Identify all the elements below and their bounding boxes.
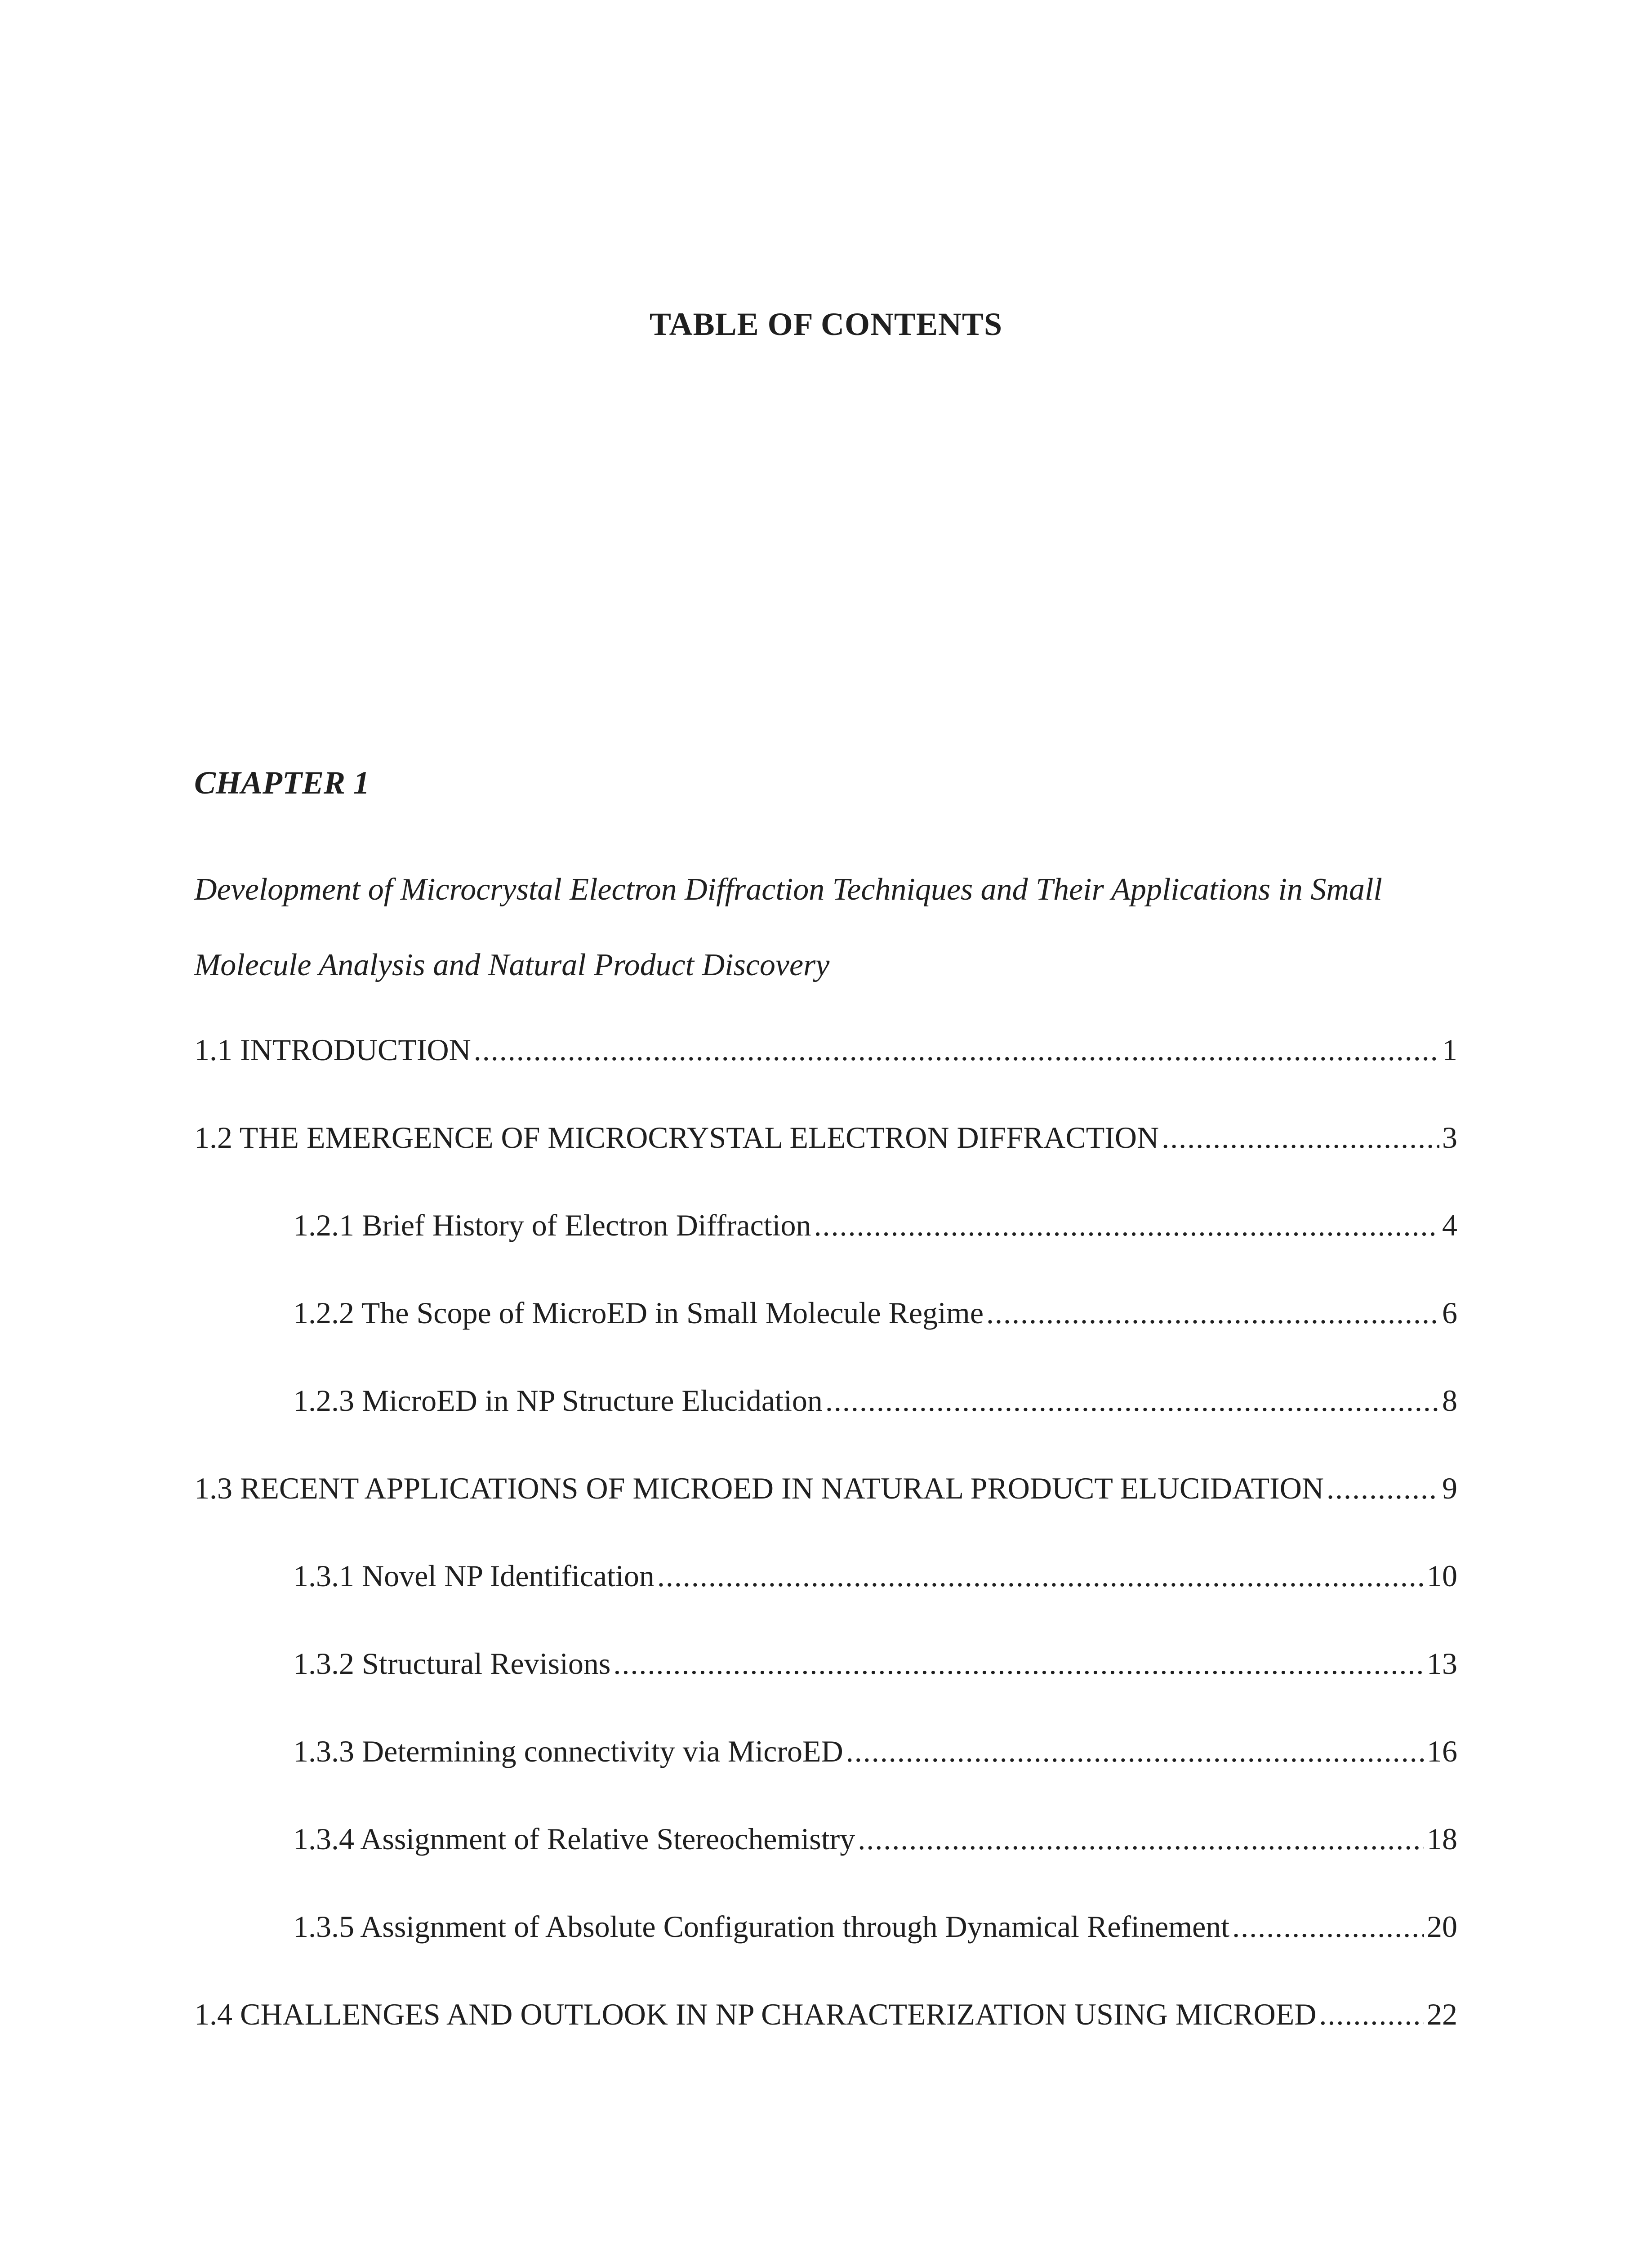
toc-entry-1-3-1[interactable] (293, 1556, 1457, 1596)
toc-page-number: 22 (1427, 1997, 1457, 2031)
toc-page-number: 4 (1442, 1208, 1457, 1242)
dot-leader (858, 1819, 1424, 1859)
toc-page-number: 13 (1427, 1646, 1457, 1681)
toc-entry-1-3[interactable] (194, 1468, 1457, 1508)
dot-leader (1319, 1994, 1424, 2034)
toc-entry-1-4[interactable] (194, 1994, 1457, 2034)
toc-entry-text: 1.2.1 Brief History of Electron Diffraction (293, 1208, 811, 1242)
toc-entry-1-3-2[interactable] (293, 1643, 1457, 1684)
dot-leader (846, 1731, 1424, 1771)
toc-entry-text: 1.3.3 Determining connectivity via MicroED (293, 1734, 843, 1768)
dot-leader (613, 1643, 1424, 1684)
toc-entry-text: 1.2 THE EMERGENCE OF MICROCRYSTAL ELECTRON DIFFRACTION (194, 1120, 1159, 1155)
toc-entry-text: 1.2.2 The Scope of MicroED in Small Molecule Regime (293, 1296, 984, 1330)
toc-entry-1-1[interactable] (194, 1030, 1457, 1070)
dot-leader (1327, 1468, 1439, 1508)
toc-page-number: 8 (1442, 1383, 1457, 1418)
toc-entry-text: 1.3 RECENT APPLICATIONS OF MICROED IN NATURAL PRODUCT ELUCIDATION (194, 1471, 1324, 1505)
toc-entry-text: 1.3.4 Assignment of Relative Stereochemistry (293, 1822, 855, 1856)
toc-page-number: 1 (1442, 1033, 1457, 1067)
dot-leader (1162, 1117, 1439, 1158)
toc-entry-text: 1.2.3 MicroED in NP Structure Elucidation (293, 1383, 823, 1418)
dot-leader (986, 1293, 1439, 1333)
toc-entry-text: 1.4 CHALLENGES AND OUTLOOK IN NP CHARACTERIZATION USING MICROED (194, 1997, 1317, 2031)
toc-entry-1-2-1[interactable] (293, 1205, 1457, 1245)
toc-entry-text: 1.1 INTRODUCTION (194, 1033, 471, 1067)
chapter-subtitle-line: Molecule Analysis and Natural Product Discovery (194, 948, 830, 982)
toc-page-number: 16 (1427, 1734, 1457, 1768)
page-title: TABLE OF CONTENTS (649, 306, 1003, 342)
toc-page-number: 9 (1442, 1471, 1457, 1505)
toc-entry-text: 1.3.1 Novel NP Identification (293, 1559, 655, 1593)
toc-entry-text: 1.3.2 Structural Revisions (293, 1646, 611, 1681)
chapter-subtitle (194, 852, 1453, 1003)
dot-leader (825, 1380, 1439, 1421)
toc-entry-1-3-3[interactable] (293, 1731, 1457, 1771)
dot-leader (474, 1030, 1439, 1070)
toc-page-number: 3 (1442, 1120, 1457, 1155)
toc-page-number: 6 (1442, 1296, 1457, 1330)
toc-page-number: 18 (1427, 1822, 1457, 1856)
toc-entry-1-2[interactable] (194, 1117, 1457, 1158)
toc-entry-1-2-3[interactable] (293, 1380, 1457, 1421)
dot-leader (1232, 1906, 1424, 1947)
toc-page-number: 20 (1427, 1909, 1457, 1944)
toc-entry-1-3-5[interactable] (293, 1906, 1457, 1947)
chapter-label: CHAPTER 1 (194, 765, 370, 801)
dot-leader (657, 1556, 1424, 1596)
dot-leader (814, 1205, 1439, 1245)
chapter-subtitle-line: Development of Microcrystal Electron Diffraction Techniques and Their Applications in Small (194, 872, 1382, 907)
toc-entry-1-3-4[interactable] (293, 1819, 1457, 1859)
toc-entry-1-2-2[interactable] (293, 1293, 1457, 1333)
toc-entry-text: 1.3.5 Assignment of Absolute Configuration through Dynamical Refinement (293, 1909, 1230, 1944)
toc-page-number: 10 (1427, 1559, 1457, 1593)
